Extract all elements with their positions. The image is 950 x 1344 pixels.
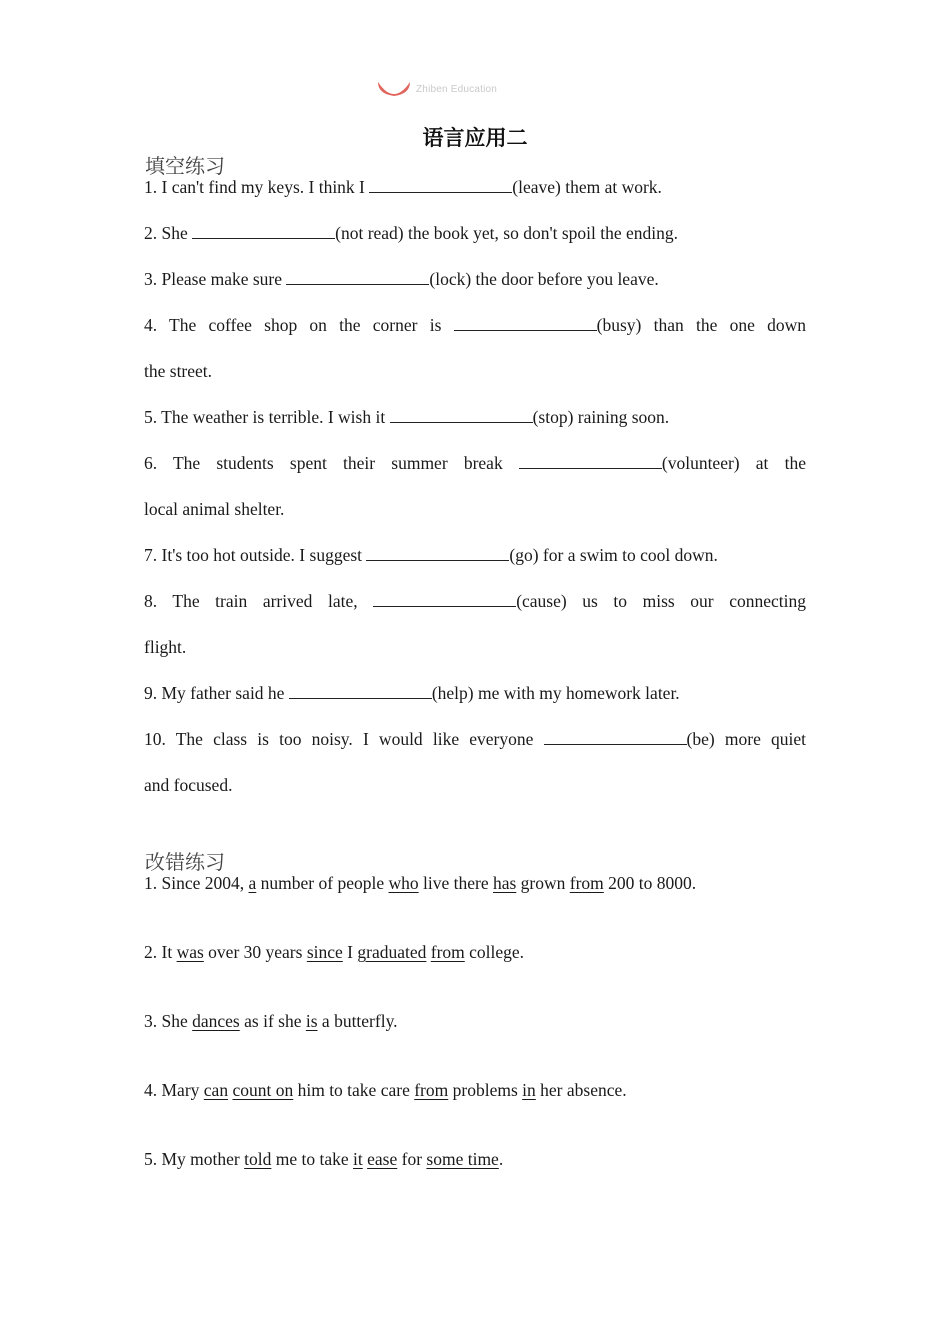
item-text: 2. She xyxy=(144,223,193,243)
underlined-word[interactable]: can xyxy=(203,1080,229,1100)
item-text: 2. It xyxy=(144,942,177,962)
item-text: me to take xyxy=(271,1149,354,1169)
item-text: 6. The students spent their summer break xyxy=(144,453,519,473)
fill-section-heading: 填空练习 xyxy=(145,154,225,178)
underlined-word[interactable]: told xyxy=(244,1149,272,1169)
fill-item xyxy=(144,314,806,381)
item-continuation: flight. xyxy=(144,637,187,657)
error-section-heading: 改错练习 xyxy=(145,850,225,874)
answer-blank[interactable] xyxy=(286,269,429,285)
item-text: grown xyxy=(516,873,570,893)
item-text: 5. The weather is terrible. I wish it xyxy=(144,407,390,427)
item-text: problems xyxy=(448,1080,523,1100)
error-item xyxy=(144,941,806,963)
item-text: a butterfly. xyxy=(317,1011,398,1031)
fill-item xyxy=(144,406,806,428)
underlined-word[interactable]: count on xyxy=(232,1080,294,1100)
answer-blank[interactable] xyxy=(192,223,335,239)
fill-item xyxy=(144,222,806,244)
underlined-word[interactable]: in xyxy=(522,1080,536,1100)
underlined-word[interactable]: graduated xyxy=(357,942,427,962)
item-text: over 30 years xyxy=(203,942,307,962)
logo-text: Zhiben Education xyxy=(416,84,498,95)
item-text: (volunteer) at the xyxy=(661,453,806,473)
fill-item xyxy=(144,682,806,704)
error-item xyxy=(144,872,806,894)
item-text: 4. Mary xyxy=(144,1080,204,1100)
fill-item xyxy=(144,452,806,519)
item-text: I xyxy=(342,942,358,962)
answer-blank[interactable] xyxy=(544,729,687,745)
item-text: (be) more quiet xyxy=(686,729,806,749)
page-title: 语言应用二 xyxy=(422,126,528,150)
item-text: (leave) them at work. xyxy=(512,177,662,197)
item-text: . xyxy=(498,1149,504,1169)
item-text: live there xyxy=(418,873,493,893)
answer-blank[interactable] xyxy=(366,545,509,561)
item-text: 5. My mother xyxy=(144,1149,245,1169)
underlined-word[interactable]: from xyxy=(414,1080,449,1100)
item-text: college. xyxy=(464,942,525,962)
answer-blank[interactable] xyxy=(454,315,597,331)
item-text: 8. The train arrived late, xyxy=(144,591,374,611)
underlined-word[interactable]: a xyxy=(248,873,257,893)
item-continuation: and focused. xyxy=(144,775,233,795)
underlined-word[interactable]: is xyxy=(305,1011,318,1031)
item-text: (busy) than the one down xyxy=(596,315,806,335)
item-text: 1. I can't find my keys. I think I xyxy=(144,177,370,197)
underlined-word[interactable]: from xyxy=(569,873,604,893)
fill-item xyxy=(144,544,806,566)
item-text: 3. Please make sure xyxy=(144,269,287,289)
item-text: 200 to 8000. xyxy=(603,873,697,893)
item-text: for xyxy=(397,1149,427,1169)
item-text: number of people xyxy=(256,873,389,893)
item-text: 3. She xyxy=(144,1011,193,1031)
fill-item xyxy=(144,590,806,657)
error-item xyxy=(144,1148,806,1170)
answer-blank[interactable] xyxy=(390,407,533,423)
underlined-word[interactable]: some time xyxy=(426,1149,499,1169)
underlined-word[interactable]: from xyxy=(430,942,465,962)
underlined-word[interactable]: it xyxy=(353,1149,363,1169)
underlined-word[interactable]: dances xyxy=(192,1011,240,1031)
underlined-word[interactable]: since xyxy=(306,942,343,962)
fill-item xyxy=(144,728,806,795)
item-text: (help) me with my homework later. xyxy=(431,683,680,703)
logo xyxy=(376,80,496,100)
underlined-word[interactable]: who xyxy=(388,873,419,893)
error-item xyxy=(144,1010,806,1032)
answer-blank[interactable] xyxy=(369,177,512,193)
item-text: (lock) the door before you leave. xyxy=(429,269,659,289)
item-continuation: local animal shelter. xyxy=(144,499,285,519)
item-text: 7. It's too hot outside. I suggest xyxy=(144,545,367,565)
underlined-word[interactable]: has xyxy=(492,873,517,893)
item-text: 10. The class is too noisy. I would like everyone xyxy=(144,729,544,749)
item-continuation: the street. xyxy=(144,361,213,381)
item-text: as if she xyxy=(239,1011,306,1031)
logo-mark-icon xyxy=(376,80,412,98)
item-text: him to take care xyxy=(293,1080,415,1100)
item-text: 4. The coffee shop on the corner is xyxy=(144,315,454,335)
answer-blank[interactable] xyxy=(519,453,662,469)
item-text: (not read) the book yet, so don't spoil the ending. xyxy=(335,223,679,243)
underlined-word[interactable]: was xyxy=(176,942,204,962)
item-text: her absence. xyxy=(535,1080,627,1100)
fill-item xyxy=(144,176,806,198)
answer-blank[interactable] xyxy=(373,591,516,607)
error-item xyxy=(144,1079,806,1101)
item-text: (cause) us to miss our connecting xyxy=(516,591,806,611)
fill-item xyxy=(144,268,806,290)
item-text: (stop) raining soon. xyxy=(532,407,670,427)
item-text: 9. My father said he xyxy=(144,683,289,703)
answer-blank[interactable] xyxy=(289,683,432,699)
underlined-word[interactable]: ease xyxy=(367,1149,398,1169)
item-text: 1. Since 2004, xyxy=(144,873,249,893)
item-text: (go) for a swim to cool down. xyxy=(509,545,718,565)
